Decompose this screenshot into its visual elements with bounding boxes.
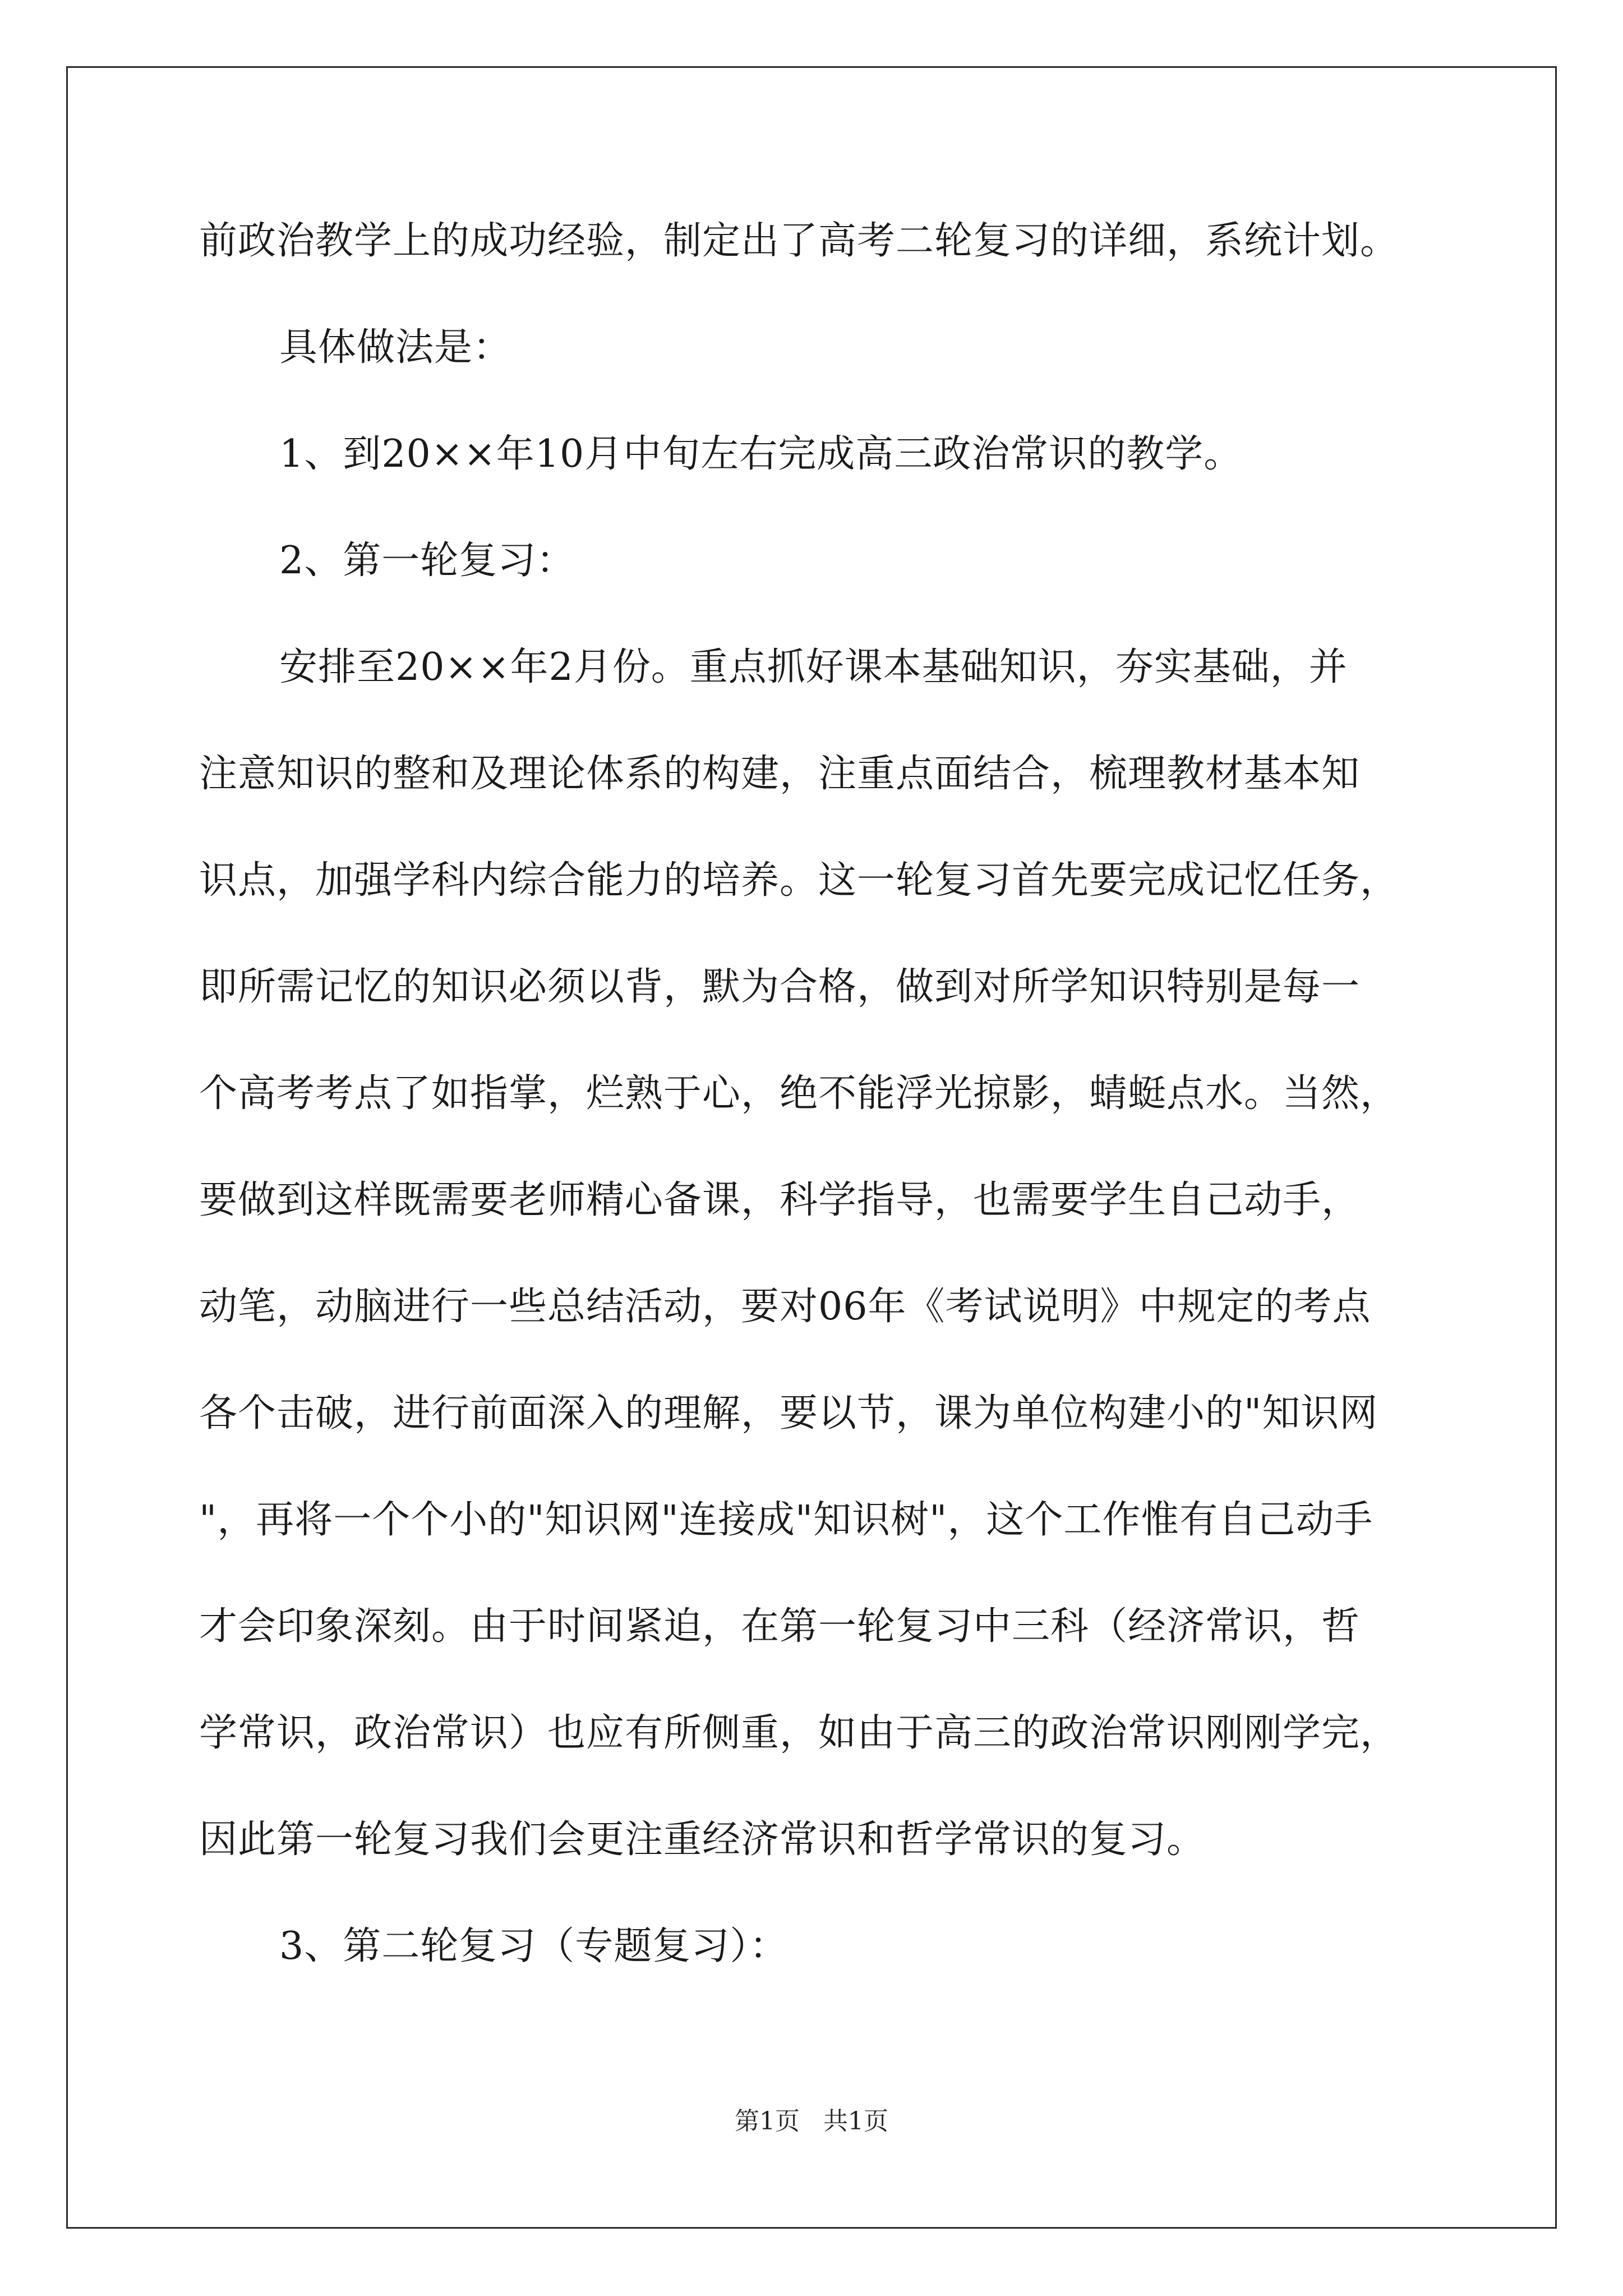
paragraph-line: 动笔，动脑进行一些总结活动，要对06年《考试说明》中规定的考点 — [199, 1285, 1371, 1329]
page-border — [66, 66, 1557, 2229]
paragraph-line: "，再将一个个小的"知识网"连接成"知识树"，这个工作惟有自己动手 — [199, 1498, 1373, 1542]
paragraph-line: 要做到这样既需要老师精心备课，科学指导，也需要学生自己动手， — [199, 1178, 1361, 1222]
paragraph-line: 个高考考点了如指掌，烂熟于心，绝不能浮光掠影，蜻蜓点水。当然， — [199, 1071, 1399, 1116]
paragraph-line: 即所需记忆的知识必须以背，默为合格，做到对所学知识特别是每一 — [199, 965, 1361, 1009]
paragraph-line: 各个击破，进行前面深入的理解，要以节，课为单位构建小的"知识网 — [199, 1391, 1378, 1435]
page-footer — [0, 2105, 1623, 2138]
paragraph-line: 因此第一轮复习我们会更注重经济常识和哲学常识的复习。 — [199, 1818, 1206, 1862]
paragraph-line: 才会印象深刻。由于时间紧迫，在第一轮复习中三科（经济常识，哲 — [199, 1604, 1361, 1649]
paragraph-line: 2、第一轮复习： — [279, 539, 575, 583]
paragraph-line: 注意知识的整和及理论体系的构建，注重点面结合，梳理教材基本知 — [199, 752, 1361, 796]
paragraph-line: 学常识，政治常识）也应有所侧重，如由于高三的政治常识刚刚学完， — [199, 1711, 1399, 1755]
paragraph-line: 1、到20××年10月中旬左右完成高三政治常识的教学。 — [279, 432, 1243, 476]
page-total: 共1页 — [823, 2107, 888, 2136]
paragraph-line: 3、第二轮复习（专题复习）： — [279, 1924, 789, 1968]
paragraph-line: 安排至20××年2月份。重点抓好课本基础知识，夯实基础，并 — [279, 645, 1348, 689]
paragraph-line: 具体做法是： — [279, 325, 512, 370]
paragraph-line: 识点，加强学科内综合能力的培养。这一轮复习首先要完成记忆任务， — [199, 858, 1399, 903]
paragraph-line: 前政治教学上的成功经验，制定出了高考二轮复习的详细，系统计划。 — [199, 219, 1399, 263]
page-number: 第1页 — [735, 2107, 800, 2136]
